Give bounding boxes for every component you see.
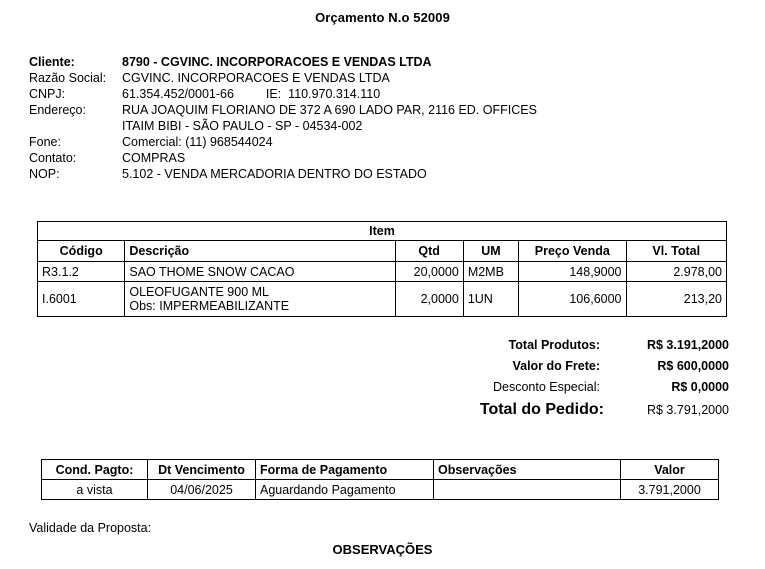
cell-descricao-line1: OLEOFUGANTE 900 ML xyxy=(129,285,269,299)
ie-label: IE: xyxy=(265,87,282,101)
cnpj-row xyxy=(29,86,729,102)
cell-qtd: 2,0000 xyxy=(395,282,463,317)
client-row xyxy=(29,54,729,70)
cell-descricao-obs: Obs: IMPERMEABILIZANTE xyxy=(129,299,290,313)
endereco-value: RUA JOAQUIM FLORIANO DE 372 A 690 LADO PAR, 2116 ED. OFFICES xyxy=(122,103,537,117)
fone-value: Comercial: (11) 968544024 xyxy=(122,135,273,149)
nop-label: NOP: xyxy=(29,167,60,181)
endereco-row-2 xyxy=(29,118,729,134)
cell-preco-venda: 148,9000 xyxy=(519,262,626,282)
contato-value: COMPRAS xyxy=(122,151,186,165)
cnpj-label: CNPJ: xyxy=(29,87,66,101)
cell-valor: 3.791,2000 xyxy=(621,480,719,500)
client-info-block xyxy=(29,54,729,182)
razao-social-value: CGVINC. INCORPORACOES E VENDAS LTDA xyxy=(122,71,390,85)
validade-proposta-label: Validade da Proposta: xyxy=(29,521,152,535)
column-header-valor: Valor xyxy=(621,460,719,480)
client-label: Cliente: xyxy=(29,55,75,69)
column-header-forma-pagamento: Forma de Pagamento xyxy=(256,460,434,480)
column-header-qtd: Qtd xyxy=(395,241,463,262)
cell-descricao: SAO THOME SNOW CACAO xyxy=(125,262,395,282)
column-header-preco-venda: Preço Venda xyxy=(519,241,626,262)
fone-row xyxy=(29,134,729,150)
razao-social-label: Razão Social: xyxy=(29,71,107,85)
table-row xyxy=(42,480,719,500)
fone-label: Fone: xyxy=(29,135,61,149)
totals-block xyxy=(420,338,729,425)
endereco-label: Endereço: xyxy=(29,103,86,117)
desconto-especial-row xyxy=(420,380,729,401)
total-pedido-row xyxy=(420,401,729,425)
total-produtos-label: Total Produtos: xyxy=(508,338,600,352)
cell-codigo: R3.1.2 xyxy=(38,262,125,282)
total-produtos-row xyxy=(420,338,729,359)
column-header-cond-pagto: Cond. Pagto: xyxy=(42,460,148,480)
total-pedido-label: Total do Pedido: xyxy=(479,401,604,418)
column-header-vl-total: Vl. Total xyxy=(626,241,727,262)
cell-cond-pagto: a vista xyxy=(42,480,148,500)
cell-dt-vencimento: 04/06/2025 xyxy=(148,480,256,500)
cell-um: 1UN xyxy=(463,282,518,317)
column-header-dt-vencimento: Dt Vencimento xyxy=(148,460,256,480)
cell-descricao-multiline xyxy=(125,282,395,317)
cell-qtd: 20,0000 xyxy=(395,262,463,282)
total-pedido-value: R$ 3.791,2000 xyxy=(646,403,729,417)
table-row xyxy=(38,262,727,282)
cell-forma-pagamento: Aguardando Pagamento xyxy=(256,480,434,500)
table-row xyxy=(38,282,727,317)
items-header-row xyxy=(38,241,727,262)
valor-frete-label: Valor do Frete: xyxy=(512,359,600,373)
cell-vl-total: 2.978,00 xyxy=(626,262,727,282)
endereco-value-2: ITAIM BIBI - SÃO PAULO - SP - 04534-002 xyxy=(122,119,363,133)
desconto-especial-value: R$ 0,0000 xyxy=(671,380,729,394)
valor-frete-row xyxy=(420,359,729,380)
page-title: Orçamento N.o 52009 xyxy=(315,10,450,25)
column-header-descricao: Descrição xyxy=(125,241,395,262)
desconto-especial-label: Desconto Especial: xyxy=(492,380,600,394)
nop-value: 5.102 - VENDA MERCADORIA DENTRO DO ESTADO xyxy=(122,167,427,181)
endereco-row xyxy=(29,102,729,118)
cell-um: M2MB xyxy=(463,262,518,282)
ie-value: 110.970.314.110 xyxy=(288,87,381,101)
column-header-observacoes: Observações xyxy=(434,460,621,480)
payment-header-row xyxy=(42,460,719,480)
payment-table xyxy=(41,459,719,500)
razao-social-row xyxy=(29,70,729,86)
total-produtos-value: R$ 3.191,2000 xyxy=(646,338,729,352)
client-value: 8790 - CGVINC. INCORPORACOES E VENDAS LTDA xyxy=(122,55,432,69)
cell-preco-venda: 106,6000 xyxy=(519,282,626,317)
contato-row xyxy=(29,150,729,166)
column-header-codigo: Código xyxy=(38,241,125,262)
cell-vl-total: 213,20 xyxy=(626,282,727,317)
items-group-header-row xyxy=(38,222,727,241)
valor-frete-value: R$ 600,0000 xyxy=(657,359,729,373)
cell-codigo: I.6001 xyxy=(38,282,125,317)
contato-label: Contato: xyxy=(29,151,77,165)
observacoes-section-title: OBSERVAÇÕES xyxy=(332,542,433,557)
cell-observacoes xyxy=(434,480,621,500)
nop-row xyxy=(29,166,729,182)
column-header-um: UM xyxy=(463,241,518,262)
cnpj-value: 61.354.452/0001-66 xyxy=(122,87,234,101)
items-table xyxy=(37,221,727,317)
items-group-header: Item xyxy=(38,222,727,241)
